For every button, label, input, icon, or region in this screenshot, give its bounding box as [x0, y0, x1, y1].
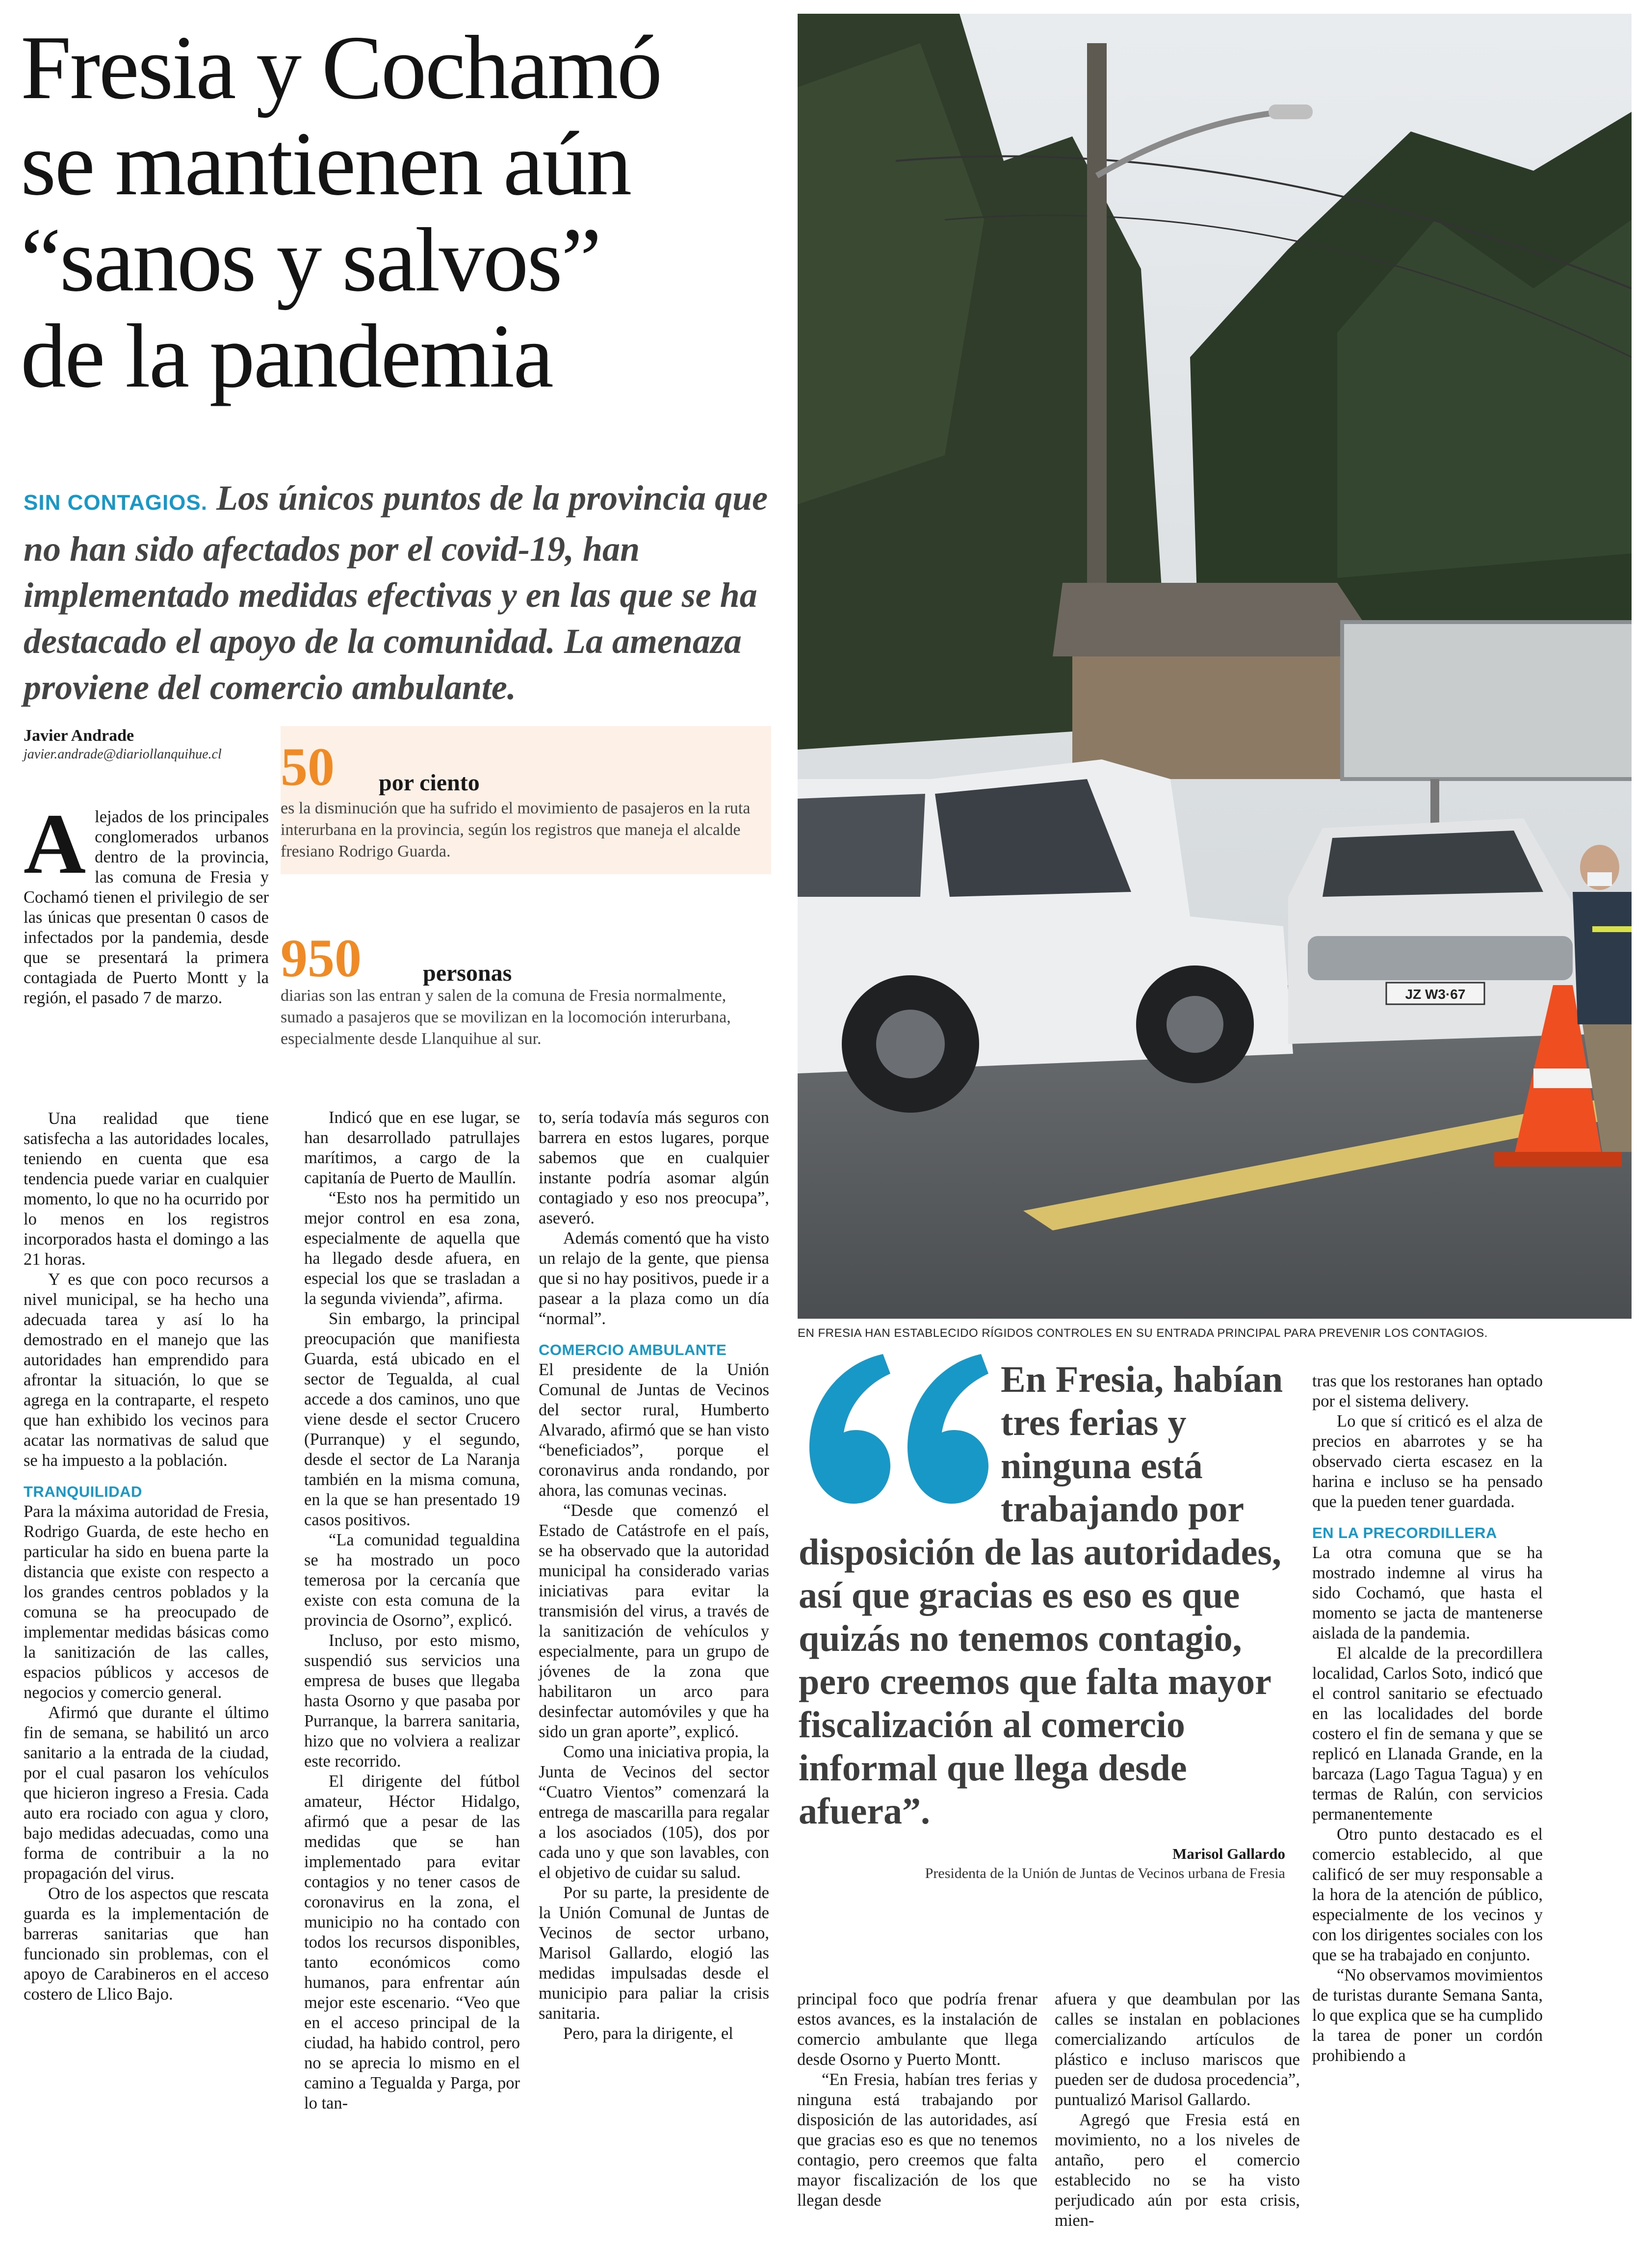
photo-caption: EN FRESIA HAN ESTABLECIDO RÍGIDOS CONTROLES EN SU ENTRADA PRINCIPAL PARA PREVENIR LOS CONTAGIOS.	[798, 1327, 1488, 1340]
paragraph: Sin embargo, la principal preocupación que manifiesta Guarda, está ubicado en el sector de Tegualda, al cual accede a dos caminos, uno que viene desde el sector Crucero (Purranque) y el segundo, desde el sector de La Naranja también en la misma comuna, en la que se han presentado 19 casos positivos.	[304, 1309, 520, 1529]
quote-mark-icon	[800, 1334, 996, 1521]
pull-quote-text: disposición de las autoridades, así que gracias es eso es que quizás no tenemos contagio, pero creemos que falta mayor fiscalización al comercio informal que llega desde afuera”.	[799, 1532, 1281, 1832]
paragraph: tras que los restoranes han optado por el sistema delivery.	[1312, 1372, 1543, 1410]
paragraph: El presidente de la Unión Comunal de Juntas de Vecinos del sector rural, Humberto Alvarado, afirmó que se han visto “beneficiados”, porque el coronavirus anda rondando, por ahora, las comunas vecinas.	[539, 1360, 769, 1500]
pull-quote-attribution-role: Presidenta de la Unión de Juntas de Vecinos urbana de Fresia	[925, 1865, 1285, 1881]
paragraph: “Esto nos ha permitido un mejor control en esa zona, especialmente de aquella que ha llegado desde afuera, en especial los que se trasladan a la segunda vivienda”, afirma.	[304, 1189, 520, 1308]
photo-person-jacket	[1573, 892, 1632, 1024]
paragraph: Afirmó que durante el último fin de semana, se habilitó un arco sanitario a la entrada de la ciudad, por el cual pasaron los vehículos que hicieron ingreso a Fresia. Cada auto era rociado con agua y cloro, bajo medidas adecuadas, como una forma de contribuir a la no propagación del virus.	[24, 1703, 269, 1883]
photo-cone-base	[1494, 1152, 1622, 1167]
headline-line: de la pandemia	[21, 306, 552, 407]
headline-line: Fresia y Cochamó	[21, 17, 661, 118]
paragraph: Agregó que Fresia está en movimiento, no a los niveles de antaño, pero el comercio establecido no se ha visto perjudicado aún por esta crisis, mien-	[1055, 2111, 1300, 2230]
photo-vehicle-windshield	[1323, 831, 1543, 897]
headline-line: “sanos y salvos”	[21, 209, 600, 311]
paragraph: Otro punto destacado es el comercio establecido, al que calificó de ser muy responsable a la hora de la atención de público, especialmente de los vecinos y con los dirigentes sociales con los que se ha trabajado en conjunto.	[1312, 1825, 1543, 1964]
fact-unit: por ciento	[379, 770, 480, 796]
photo-pickup-window	[798, 794, 925, 897]
photo-lamp-head	[1269, 104, 1313, 119]
paragraph: Indicó que en ese lugar, se han desarrollado patrullajes marítimos, a cargo de la capitanía de Puerto de Maullín.	[304, 1108, 520, 1187]
paragraph: “No observamos movimientos de turistas durante Semana Santa, lo que explica que se ha cumplido la tarea de poner un cordón prohibiendo a	[1312, 1966, 1543, 2065]
photo-vehicle-grille	[1308, 936, 1573, 980]
article-column-1	[24, 1109, 269, 2005]
paragraph: El dirigente del fútbol amateur, Héctor Hidalgo, afirmó que a pesar de las medidas que se han implementado para evitar contagios y no tener casos de coronavirus en la zona, el municipio no ha contado con todos los recursos disponibles, tanto económicos como humanos, para enfrentar aún mejor este escenario. “Veo que en el acceso principal de la ciudad, ha habido control, pero no se aprecia lo mismo en el camino a Tegualda y Parga, por lo tan-	[304, 1772, 520, 2112]
fact-unit: personas	[423, 960, 512, 986]
paragraph: Para la máxima autoridad de Fresia, Rodrigo Guarda, de este hecho en particular ha sido en buena parte la distancia que existe con respecto a los grandes centros poblados y la comuna se ha preocupado de implementar medidas básicas como la sanitización de las calles, espacios públicos y accesos de negocios y comercio general.	[24, 1502, 269, 1702]
fact-description: diarias son las entran y salen de la comuna de Fresia normalmente, sumado a pasajeros que se movilizan en la locomoción interurbana, especialmente desde Llanquihue al sur.	[281, 987, 731, 1048]
paragraph: principal foco que podría frenar estos avances, es la instalación de comercio ambulante que llega desde Osorno y Puerto Montt.	[797, 1990, 1037, 2069]
paragraph: Incluso, por esto mismo, suspendió sus servicios una empresa de buses que llegaba hasta Osorno y que pasaba por Purranque, la barrera sanitaria, hizo que no volviera a realizar este recorrido.	[304, 1631, 520, 1771]
section-heading: EN LA PRECORDILLERA	[1312, 1524, 1497, 1541]
photo-plate-text: JZ W3·67	[1405, 987, 1466, 1002]
headline	[21, 17, 786, 407]
photo-signboard	[1342, 622, 1632, 779]
paragraph: Una realidad que tiene satisfecha a las autoridades locales, teniendo en cuenta que esa tendencia puede variar en cualquier momento, lo que no ha ocurrido por lo menos en los registros incorporados hasta el domingo a las 21 horas.	[24, 1109, 269, 1269]
article-column-3	[539, 1108, 769, 2044]
photo-person-reflective-stripe	[1592, 926, 1632, 932]
article-column-6	[1312, 1371, 1543, 2066]
article-column-5	[1055, 1989, 1300, 2231]
photo-cone-stripe	[1533, 1069, 1592, 1088]
paragraph: Como una iniciativa propia, la Junta de Vecinos del sector “Cuatro Vientos” comenzará la entrega de mascarilla para regalar a los asociados (105), dos por cada uno y que son lavables, con el objetivo de cuidar su salud.	[539, 1743, 769, 1882]
paragraph: La otra comuna que se ha mostrado indemne al virus ha sido Cochamó, que hasta el momento se jacta de mantenerse aislada de la pandemia.	[1312, 1543, 1543, 1642]
byline-email[interactable]: javier.andrade@diariollanquihue.cl	[24, 747, 222, 762]
deck-text: Los únicos puntos de la provincia que no han sido afectados por el covid-19, han implementado medidas efectivas y en las que se ha destacado el apoyo de la comunidad. La amenaza proviene del comercio ambulante.	[24, 478, 768, 707]
deck	[24, 475, 774, 710]
news-photo	[798, 14, 1632, 1319]
section-heading: TRANQUILIDAD	[24, 1483, 142, 1500]
paragraph: El alcalde de la precordillera localidad, Carlos Soto, indicó que el control sanitario se efectuado en las localidades del borde costero el fin de semana y que se replicó en Llanada Grande, en la barcaza (Lago Tagua Tagua) y en termas de Ralún, con servicios permanentemente	[1312, 1644, 1543, 1824]
photo-person-mask	[1587, 872, 1612, 886]
byline	[24, 726, 279, 763]
photo-roof	[1053, 583, 1386, 656]
pull-quote-text: En Fresia, habían tres ferias y ninguna está trabajando por	[1001, 1359, 1283, 1530]
article-column-4	[797, 1989, 1037, 2211]
paragraph: Y es que con poco recursos a nivel municipal, se ha hecho una adecuada tarea y así lo ha demostrado en el manejo que las autoridades han emprendido para afrontar la situación, lo que se agrega en la contraparte, el respeto que han exhibido los vecinos para acatar las normativas de salud que se ha impuesto a la población.	[24, 1270, 269, 1470]
paragraph: Por su parte, la presidente de la Unión Comunal de Juntas de Vecinos de sector urbano, Marisol Gallardo, elogió las medidas impulsadas desde el municipio para paliar la crisis sanitaria.	[539, 1883, 769, 2023]
byline-author: Javier Andrade	[24, 727, 134, 745]
article-column-2	[304, 1108, 520, 2113]
paragraph: afuera y que deambulan por las calles se instalan en poblaciones comercializando artículos de plástico e incluso mariscos que pueden ser de dudosa procedencia”, puntualizó Marisol Gallardo.	[1055, 1990, 1300, 2109]
paragraph: lejados de los principales conglomerados urbanos dentro de la provincia, las comuna de Fresia y Cochamó tienen el privilegio de ser las únicas que presentan 0 casos de infectados por la pandemia, desde que se presentará la primera contagiada de Puerto Montt y la región, el pasado 7 de marzo.	[24, 808, 269, 1007]
fact-description: es la disminución que ha sufrido el movimiento de pasajeros en la ruta interurbana en la provincia, según los registros que maneja el alcalde fresiano Rodrigo Guarda.	[281, 799, 751, 860]
paragraph: to, sería todavía más seguros con barrera en estos lugares, porque sabemos que en cualquier instante podría asomar algún contagiado y eso nos preocupa”, aseveró.	[539, 1108, 769, 1227]
paragraph: “Desde que comenzó el Estado de Catástrofe en el país, se ha observado que la autoridad municipal ha considerado varias iniciativas para evitar la transmisión del virus, a través de la sanitización de vehículos y especialmente, para un grupo de jóvenes de la zona que habilitaron un arco para desinfectar automóviles y que ha sido un gran aporte”, explicó.	[539, 1501, 769, 1741]
article-column-1-top	[24, 796, 269, 1008]
fact-number: 50	[281, 737, 335, 797]
headline-line: se mantienen aún	[21, 113, 631, 214]
paragraph: “En Fresia, habían tres ferias y ninguna está trabajando por disposición de las autoridades, así que gracias eso es que no tenemos contagio, pero creemos que falta mayor fiscalización de los que llegan desde	[797, 2070, 1037, 2210]
photo-hubcap	[876, 1010, 945, 1078]
paragraph: Pero, para la dirigente, el	[563, 2024, 733, 2043]
paragraph: Lo que sí criticó es el alza de precios en abarrotes y se ha observado cierta escasez en la harina e incluso se ha pensado que la pueden tener guardada.	[1312, 1412, 1543, 1511]
fact-number: 950	[281, 928, 362, 988]
deck-kicker: SIN CONTAGIOS.	[24, 491, 207, 515]
photo-hubcap	[1167, 996, 1223, 1053]
paragraph: “La comunidad tegualdina se ha mostrado un poco temerosa por la cercanía que existe con esta comuna de la provincia de Osorno”, explicó.	[304, 1531, 520, 1630]
section-heading: COMERCIO AMBULANTE	[539, 1341, 727, 1358]
pull-quote-attribution-name: Marisol Gallardo	[1172, 1845, 1285, 1862]
paragraph: Otro de los aspectos que rescata guarda es la implementación de barreras sanitarias que han funcionado sin problemas, con el apoyo de Carabineros en el acceso costero de Llico Bajo.	[24, 1884, 269, 2004]
drop-cap: A	[24, 796, 86, 892]
paragraph: Además comentó que ha visto un relajo de la gente, que piensa que si no hay positivos, puede ir a pasear a la plaza como un día “normal”.	[539, 1229, 769, 1328]
